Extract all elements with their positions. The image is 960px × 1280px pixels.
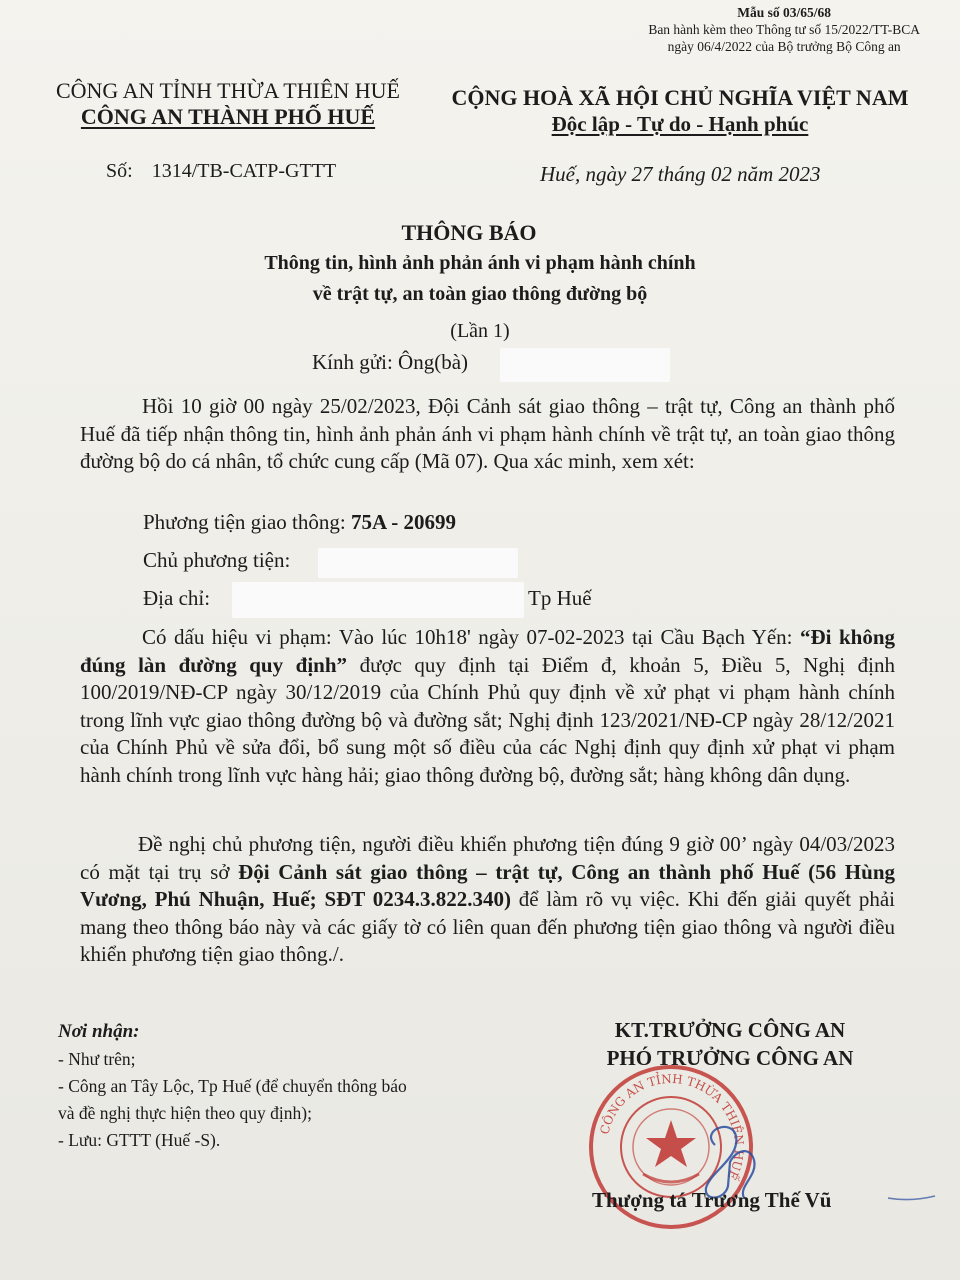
request-place: Đội Cảnh sát giao thông – trật tự, Công an thành phố Huế (56 Hùng Vương, Phú Nhuận, Huế; SĐT 0234.3.822.340) — [80, 859, 896, 911]
national-heading — [440, 84, 920, 138]
form-reference — [648, 4, 920, 55]
form-code: Mẫu số 03/65/68 — [737, 5, 832, 20]
request-part1: Đề nghị chủ phương tiện, người điều khiển phương tiện đúng 9 giờ 00’ ngày 04/03/2023 có mặt tại trụ sở — [80, 832, 895, 884]
recipient-item: - Công an Tây Lộc, Tp Huế (để chuyển thông báo — [58, 1076, 407, 1096]
vehicle-field — [143, 510, 456, 535]
national-motto: Độc lập - Tự do - Hạnh phúc — [551, 112, 809, 136]
address-label: Địa chỉ: — [143, 586, 211, 610]
recipient-item: - Như trên; — [58, 1049, 136, 1069]
parent-agency: CÔNG AN TỈNH THỪA THIÊN HUẾ — [55, 78, 400, 103]
recipients-heading: Nơi nhận: — [58, 1021, 140, 1042]
signer-title: PHÓ TRƯỞNG CÔNG AN — [606, 1046, 854, 1070]
violation-detail: được quy định tại Điểm đ, khoản 5, Điều 5, Nghị định 100/2019/NĐ-CP ngày 30/12/2019 của Chính Phủ quy định về xử phạt vi phạm hành chính trong lĩnh vực giao thông đường bộ và đường sắt; Nghị định 123/2021/NĐ-CP ngày 28/12/2021 của Chính Phủ về sửa đổi, bổ sung một số điều của các Nghị định quy định xử phạt vi phạm hành chính trong lĩnh vực hàng hải; giao thông đường bộ, đường sắt; hàng không dân dụng. — [80, 652, 896, 787]
signer-name: Thượng tá Trương Thế Vũ — [592, 1188, 832, 1212]
document-number — [106, 160, 336, 183]
issuing-agency — [48, 78, 408, 130]
recipient-item: - Lưu: GTTT (Huế -S). — [58, 1130, 221, 1150]
vehicle-label: Phương tiện giao thông: — [143, 510, 346, 534]
agency-name: CÔNG AN THÀNH PHỐ HUẾ — [80, 104, 376, 129]
violation-lead: Có dấu hiệu vi phạm: Vào lúc 10h18' ngày 07-02-2023 tại Cầu Bạch Yến: — [142, 625, 793, 649]
title-sub1: Thông tin, hình ảnh phản ánh vi phạm hành chính — [264, 252, 696, 274]
redaction-box — [500, 348, 670, 382]
notice-title — [0, 218, 960, 346]
recipient-item: và đề nghị thực hiện theo quy định); — [58, 1103, 312, 1123]
address-field — [143, 586, 210, 611]
intro-paragraph — [80, 393, 895, 476]
title-sub2: về trật tự, an toàn giao thông đường bộ — [312, 283, 648, 305]
issue-date: Huế, ngày 27 tháng 02 năm 2023 — [540, 162, 821, 186]
violation-offense: “Đi không đúng làn đường quy định” — [80, 625, 896, 677]
signer-authority: KT.TRƯỞNG CÔNG AN — [614, 1018, 846, 1042]
title-main: THÔNG BÁO — [401, 220, 537, 245]
docno-value: 1314/TB-CATP-GTTT — [151, 160, 337, 182]
owner-field — [143, 548, 290, 573]
redaction-box — [232, 582, 524, 618]
title-iteration: (Lần 1) — [450, 320, 510, 342]
vehicle-plate: 75A - 20699 — [350, 510, 456, 534]
form-ref-line2: ngày 06/4/2022 của Bộ trưởng Bộ Công an — [667, 39, 901, 54]
nation-name: CỘNG HOÀ XÃ HỘI CHỦ NGHĨA VIỆT NAM — [451, 85, 909, 110]
redaction-box — [318, 548, 518, 578]
stamp-text: CÔNG AN TỈNH THỪA THIÊN HUẾ — [597, 1071, 747, 1182]
signature-scrawl-icon — [640, 1090, 940, 1250]
owner-label: Chủ phương tiện: — [143, 548, 291, 572]
intro-text: Hồi 10 giờ 00 ngày 25/02/2023, Đội Cảnh sát giao thông – trật tự, Công an thành phố Huế đã tiếp nhận thông tin, hình ảnh phản ánh vi phạm hành chính về trật tự, an toàn giao thông đường bộ do cá nhân, tổ chức cung cấp (Mã 07). Qua xác minh, xem xét: — [80, 394, 895, 473]
recipients-list — [58, 1018, 407, 1154]
request-paragraph — [80, 831, 895, 969]
docno-label: Số: — [106, 160, 133, 182]
addressee: Kính gửi: Ông(bà) — [312, 350, 469, 374]
address-city: Tp Huế — [528, 586, 592, 610]
form-ref-line1: Ban hành kèm theo Thông tư số 15/2022/TT-BCA — [648, 22, 920, 37]
request-part2: để làm rõ vụ việc. Khi đến giải quyết phải mang theo thông báo này và các giấy tờ có liên quan đến phương tiện giao thông và người điều khiển phương tiện giao thông./. — [80, 887, 895, 966]
violation-paragraph — [80, 624, 895, 789]
